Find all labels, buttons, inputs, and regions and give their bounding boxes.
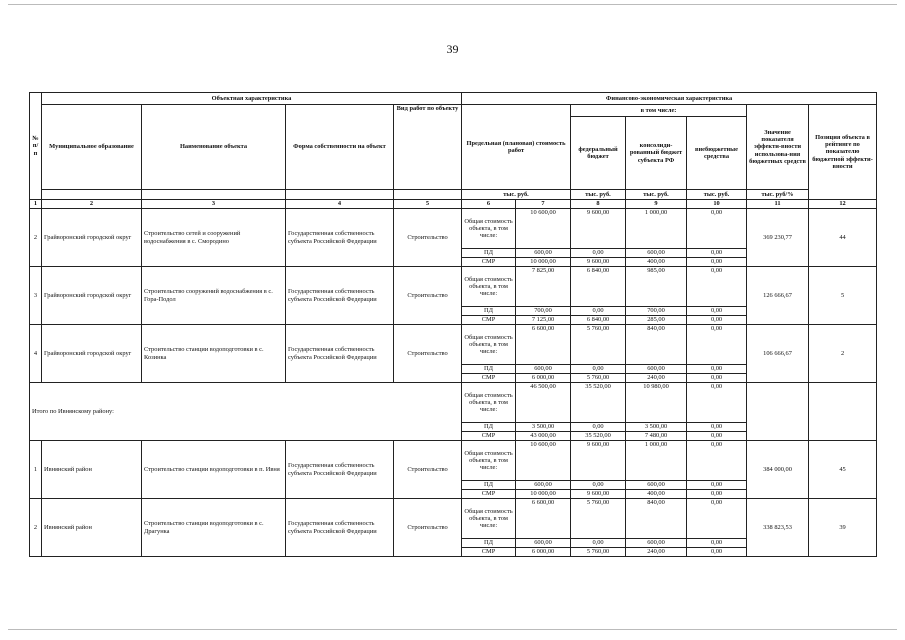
extrabudget-value: 0,00 xyxy=(687,441,747,481)
rank-value: 45 xyxy=(809,441,877,499)
cost-total-value: 6 000,00 xyxy=(516,374,571,383)
cost-total-value: 10 600,00 xyxy=(516,209,571,249)
extrabudget-value: 0,00 xyxy=(687,432,747,441)
object-row xyxy=(30,325,877,365)
indicator-empty xyxy=(747,383,809,441)
header-consolidated: консолиди-рованный бюджет субъекта РФ xyxy=(626,117,687,190)
federal-value: 5 760,00 xyxy=(571,548,626,557)
pd-label: ПД xyxy=(462,539,516,548)
extrabudget-value: 0,00 xyxy=(687,325,747,365)
col-number: 9 xyxy=(626,200,687,209)
municipality-cell: Грайворонский городской округ xyxy=(42,325,142,383)
col-number: 4 xyxy=(286,200,394,209)
ownership-cell: Государственная собственность субъекта Российской Федерации xyxy=(286,325,394,383)
unit-consolidated: тыс. руб. xyxy=(626,190,687,200)
smr-label: СМР xyxy=(462,316,516,325)
col-number: 7 xyxy=(516,200,571,209)
extrabudget-value: 0,00 xyxy=(687,307,747,316)
object-row xyxy=(30,209,877,249)
cost-total-value: 6 600,00 xyxy=(516,325,571,365)
header-including: в том числе: xyxy=(571,105,747,117)
header-position: Позиция объекта в рейтинге по показателю бюджетной эффекти-вности xyxy=(809,105,877,200)
rank-value: 44 xyxy=(809,209,877,267)
municipality-cell: Грайворонский городской округ xyxy=(42,267,142,325)
object-row xyxy=(30,267,877,307)
object-row xyxy=(30,499,877,539)
federal-value: 0,00 xyxy=(571,423,626,432)
total-cost-label: Общая стоимость объекта, в том числе: xyxy=(462,325,516,365)
smr-label: СМР xyxy=(462,548,516,557)
header-ownership: Форма собственности на объект xyxy=(286,105,394,190)
pd-label: ПД xyxy=(462,249,516,258)
extrabudget-value: 0,00 xyxy=(687,209,747,249)
header-municipality: Муниципальное образование xyxy=(42,105,142,190)
consolidated-value: 600,00 xyxy=(626,249,687,258)
header-indicator: Значение показателя эффекти-вности использова-ния бюджетных средств xyxy=(747,105,809,190)
cost-total-value: 7 825,00 xyxy=(516,267,571,307)
federal-value: 5 760,00 xyxy=(571,325,626,365)
header-object-name: Наименование объекта xyxy=(142,105,286,190)
col-number: 3 xyxy=(142,200,286,209)
federal-value: 35 520,00 xyxy=(571,432,626,441)
rank-value: 39 xyxy=(809,499,877,557)
cost-total-value: 6 600,00 xyxy=(516,499,571,539)
header-extrabudget: внебюджетные средства xyxy=(687,117,747,190)
col-number: 6 xyxy=(462,200,516,209)
ownership-cell: Государственная собственность субъекта Российской Федерации xyxy=(286,209,394,267)
indicator-value: 338 823,53 xyxy=(747,499,809,557)
header-object-group: Объектная характеристика xyxy=(42,93,462,105)
unit-federal: тыс. руб. xyxy=(571,190,626,200)
unit-extrabudget: тыс. руб. xyxy=(687,190,747,200)
consolidated-value: 600,00 xyxy=(626,481,687,490)
indicator-value: 126 666,67 xyxy=(747,267,809,325)
subtotal-label: Итого по Ивнянскому району: xyxy=(30,383,462,441)
pd-label: ПД xyxy=(462,307,516,316)
scan-bottom-edge xyxy=(8,629,897,630)
consolidated-value: 240,00 xyxy=(626,548,687,557)
indicator-value: 369 230,77 xyxy=(747,209,809,267)
row-number: 1 xyxy=(30,441,42,499)
col-number: 8 xyxy=(571,200,626,209)
pd-label: ПД xyxy=(462,423,516,432)
cost-total-value: 700,00 xyxy=(516,307,571,316)
federal-value: 9 600,00 xyxy=(571,258,626,267)
header-work-type: Вид работ по объекту xyxy=(394,105,462,190)
federal-value: 9 600,00 xyxy=(571,490,626,499)
col-number: 1 xyxy=(30,200,42,209)
cost-total-value: 43 000,00 xyxy=(516,432,571,441)
object-name-cell: Строительство станции водоподготовки в п. Ивня xyxy=(142,441,286,499)
header-max-cost: Предельная (плановая) стоимость работ xyxy=(462,105,571,190)
consolidated-value: 985,00 xyxy=(626,267,687,307)
total-cost-label: Общая стоимость объекта, в том числе: xyxy=(462,209,516,249)
federal-value: 9 600,00 xyxy=(571,209,626,249)
consolidated-value: 840,00 xyxy=(626,325,687,365)
federal-value: 0,00 xyxy=(571,539,626,548)
object-name-cell: Строительство станции водоподготовки в с. Драгунка xyxy=(142,499,286,557)
pd-label: ПД xyxy=(462,481,516,490)
row-number: 2 xyxy=(30,499,42,557)
page-number: 39 xyxy=(446,42,459,56)
federal-value: 0,00 xyxy=(571,249,626,258)
work-type-cell: Строительство xyxy=(394,325,462,383)
consolidated-value: 600,00 xyxy=(626,539,687,548)
row-number: 3 xyxy=(30,267,42,325)
header-finance-group: Финансово-экономическая характеристика xyxy=(462,93,877,105)
ownership-cell: Государственная собственность субъекта Российской Федерации xyxy=(286,267,394,325)
federal-value: 5 760,00 xyxy=(571,499,626,539)
header-number: № п/п xyxy=(30,93,42,200)
smr-label: СМР xyxy=(462,258,516,267)
federal-value: 0,00 xyxy=(571,365,626,374)
cost-total-value: 46 500,00 xyxy=(516,383,571,423)
consolidated-value: 840,00 xyxy=(626,499,687,539)
extrabudget-value: 0,00 xyxy=(687,258,747,267)
subtotal-row xyxy=(30,383,877,423)
extrabudget-value: 0,00 xyxy=(687,316,747,325)
extrabudget-value: 0,00 xyxy=(687,374,747,383)
rank-value: 5 xyxy=(809,267,877,325)
cost-total-value: 10 600,00 xyxy=(516,441,571,481)
col-number: 10 xyxy=(687,200,747,209)
row-number: 2 xyxy=(30,209,42,267)
col-number: 11 xyxy=(747,200,809,209)
cost-total-value: 3 500,00 xyxy=(516,423,571,432)
indicator-value: 106 666,67 xyxy=(747,325,809,383)
col-number: 12 xyxy=(809,200,877,209)
total-cost-label: Общая стоимость объекта, в том числе: xyxy=(462,383,516,423)
unit-max-cost: тыс. руб. xyxy=(462,190,571,200)
cost-total-value: 6 000,00 xyxy=(516,548,571,557)
consolidated-value: 400,00 xyxy=(626,490,687,499)
row-number: 4 xyxy=(30,325,42,383)
cost-total-value: 7 125,00 xyxy=(516,316,571,325)
federal-value: 0,00 xyxy=(571,481,626,490)
indicator-value: 384 000,00 xyxy=(747,441,809,499)
extrabudget-value: 0,00 xyxy=(687,539,747,548)
extrabudget-value: 0,00 xyxy=(687,481,747,490)
smr-label: СМР xyxy=(462,432,516,441)
object-name-cell: Строительство сетей и сооружений водоснабжения в с. Смородино xyxy=(142,209,286,267)
investment-objects-table xyxy=(29,92,877,557)
cost-total-value: 600,00 xyxy=(516,365,571,374)
federal-value: 6 840,00 xyxy=(571,316,626,325)
cost-total-value: 600,00 xyxy=(516,481,571,490)
rank-empty xyxy=(809,383,877,441)
cost-total-value: 600,00 xyxy=(516,249,571,258)
extrabudget-value: 0,00 xyxy=(687,423,747,432)
ownership-cell: Государственная собственность субъекта Российской Федерации xyxy=(286,441,394,499)
federal-value: 6 840,00 xyxy=(571,267,626,307)
municipality-cell: Ивнянский район xyxy=(42,441,142,499)
consolidated-value: 240,00 xyxy=(626,374,687,383)
work-type-cell: Строительство xyxy=(394,499,462,557)
consolidated-value: 285,00 xyxy=(626,316,687,325)
object-name-cell: Строительство станции водоподготовки в с. Козинка xyxy=(142,325,286,383)
cost-total-value: 10 000,00 xyxy=(516,490,571,499)
object-row xyxy=(30,441,877,481)
consolidated-value: 1 000,00 xyxy=(626,209,687,249)
consolidated-value: 400,00 xyxy=(626,258,687,267)
federal-value: 0,00 xyxy=(571,307,626,316)
pd-label: ПД xyxy=(462,365,516,374)
municipality-cell: Грайворонский городской округ xyxy=(42,209,142,267)
consolidated-value: 10 980,00 xyxy=(626,383,687,423)
smr-label: СМР xyxy=(462,490,516,499)
col-number: 2 xyxy=(42,200,142,209)
work-type-cell: Строительство xyxy=(394,441,462,499)
federal-value: 5 760,00 xyxy=(571,374,626,383)
total-cost-label: Общая стоимость объекта, в том числе: xyxy=(462,499,516,539)
consolidated-value: 3 500,00 xyxy=(626,423,687,432)
total-cost-label: Общая стоимость объекта, в том числе: xyxy=(462,441,516,481)
work-type-cell: Строительство xyxy=(394,267,462,325)
extrabudget-value: 0,00 xyxy=(687,499,747,539)
scan-top-edge xyxy=(8,4,897,5)
consolidated-value: 7 480,00 xyxy=(626,432,687,441)
extrabudget-value: 0,00 xyxy=(687,365,747,374)
federal-value: 35 520,00 xyxy=(571,383,626,423)
consolidated-value: 1 000,00 xyxy=(626,441,687,481)
col-number: 5 xyxy=(394,200,462,209)
cost-total-value: 10 000,00 xyxy=(516,258,571,267)
work-type-cell: Строительство xyxy=(394,209,462,267)
municipality-cell: Ивнянский район xyxy=(42,499,142,557)
rank-value: 2 xyxy=(809,325,877,383)
cost-total-value: 600,00 xyxy=(516,539,571,548)
total-cost-label: Общая стоимость объекта, в том числе: xyxy=(462,267,516,307)
extrabudget-value: 0,00 xyxy=(687,490,747,499)
column-number-row xyxy=(30,200,877,209)
extrabudget-value: 0,00 xyxy=(687,267,747,307)
header-federal: федеральный бюджет xyxy=(571,117,626,190)
extrabudget-value: 0,00 xyxy=(687,249,747,258)
federal-value: 9 600,00 xyxy=(571,441,626,481)
unit-indicator: тыс. руб/% xyxy=(747,190,809,200)
ownership-cell: Государственная собственность субъекта Российской Федерации xyxy=(286,499,394,557)
smr-label: СМР xyxy=(462,374,516,383)
consolidated-value: 600,00 xyxy=(626,365,687,374)
extrabudget-value: 0,00 xyxy=(687,548,747,557)
object-name-cell: Строительство сооружений водоснабжения в с. Гора-Подол xyxy=(142,267,286,325)
extrabudget-value: 0,00 xyxy=(687,383,747,423)
consolidated-value: 700,00 xyxy=(626,307,687,316)
